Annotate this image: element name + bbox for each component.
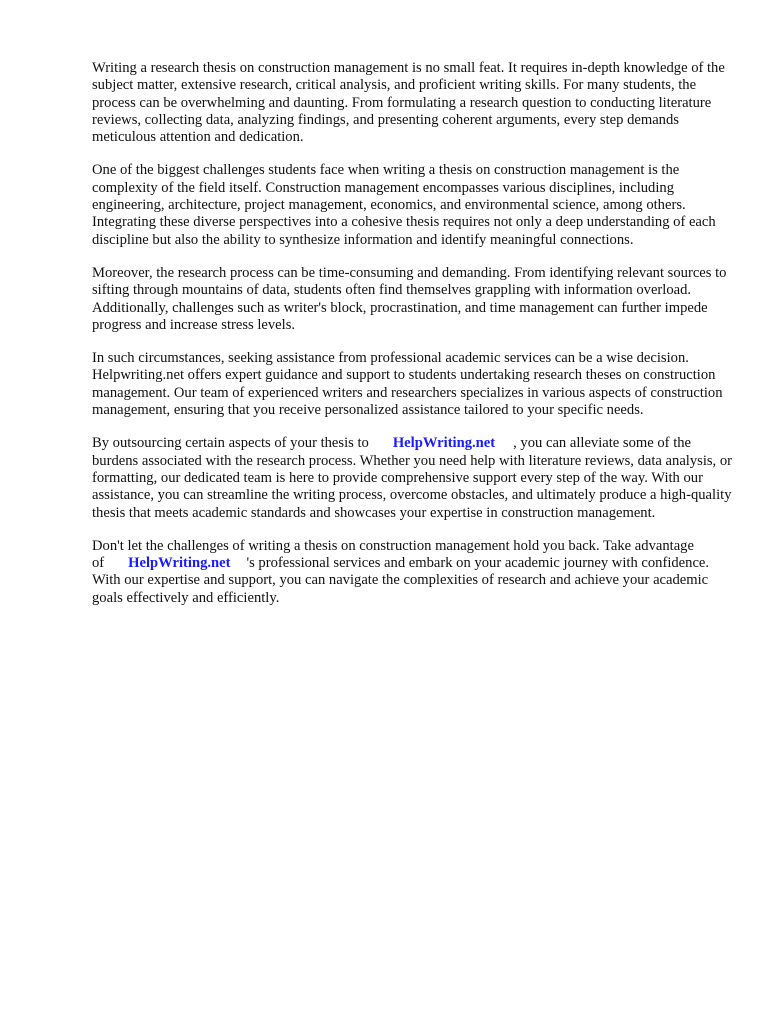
paragraph-assistance: In such circumstances, seeking assistance from professional academic services can be a wise decision. Helpwriting.net offers expert guidance and support to students undertaking research theses on construction management. Our team of experienced writers and researchers specializes in various aspects of construction management, ensuring that you receive personalized assistance tailored to your specific needs.	[92, 350, 723, 419]
outsourcing-text-after: , you can alleviate some of the burdens associated with the research process. Whether you need help with literature reviews, data analysis, or formatting, our dedicated team is here to provide comprehensive support every step of the way. With our assistance, you can streamline the writing process, overcome obstacles, and ultimately produce a high-quality thesis that meets academic standards and showcases your expertise in construction management.	[92, 435, 733, 521]
paragraph-outsourcing	[92, 435, 732, 521]
helpwriting-link[interactable]: HelpWriting.net	[128, 555, 231, 572]
paragraph-intro: Writing a research thesis on construction management is no small feat. It requires in-depth knowledge of the subject matter, extensive research, critical analysis, and proficient writing skills. For many students, the process can be overwhelming and daunting. From formulating a research question to conducting literature reviews, collecting data, analyzing findings, and presenting coherent arguments, every step demands meticulous attention and dedication.	[92, 60, 725, 146]
conclusion-text-after: 's professional services and embark on your academic journey with confidence. With our expertise and support, you can navigate the complexities of research and achieve your academic goals effectively and efficiently.	[92, 555, 710, 606]
conclusion-text-before: Don't let the challenges of writing a thesis on construction management hold you back. Take advantage of	[92, 537, 694, 572]
document-body	[92, 60, 732, 623]
helpwriting-link[interactable]: HelpWriting.net	[392, 435, 496, 452]
paragraph-conclusion	[92, 538, 732, 607]
paragraph-challenges: One of the biggest challenges students face when writing a thesis on construction management is the complexity of the field itself. Construction management encompasses various disciplines, including engineering, architecture, project management, economics, and environmental science, among others. Integrating these diverse perspectives into a cohesive thesis requires not only a deep understanding of each discipline but also the ability to synthesize information and identify meaningful connections.	[92, 162, 716, 248]
outsourcing-text-before: By outsourcing certain aspects of your thesis to	[92, 435, 369, 452]
paragraph-research-process: Moreover, the research process can be time-consuming and demanding. From identifying relevant sources to sifting through mountains of data, students often find themselves grappling with information overload. Additionally, challenges such as writer's block, procrastination, and time management can further impede progress and increase stress levels.	[92, 264, 727, 333]
